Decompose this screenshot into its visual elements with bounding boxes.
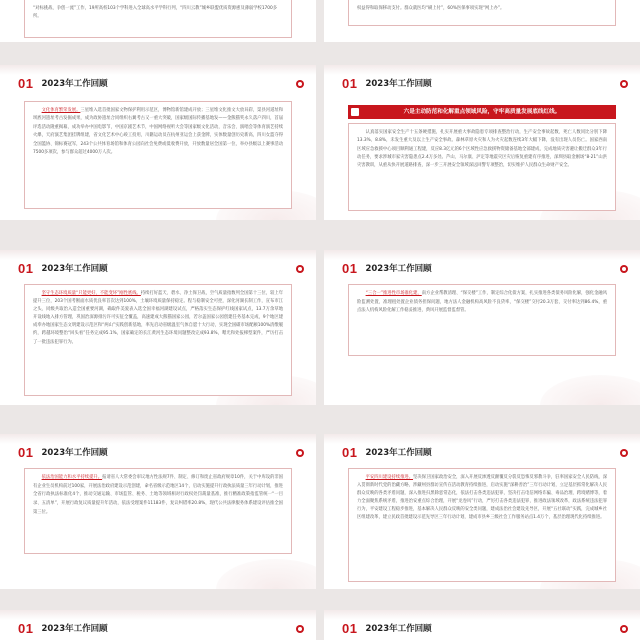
content-box: [348, 468, 616, 582]
slide-partial-bottom-left: [0, 610, 316, 640]
slide-header: [18, 75, 108, 91]
circle-dot-icon: [296, 625, 304, 633]
section-title: 2023年工作回顾: [41, 448, 108, 458]
body-text: 坚守生态环境质量“只能更好、不能变坏”刚性底线。持续打好蓝天、碧水、净土保卫战，空气质量指数列全国第十三位，较上年提升三位，203个国考断面水质优良率首次达到100%，土壤环境质量保持稳定。程与稳制安全可控，深化河湖长制工作，宣布市江之头、同级共取治入造全国重要河湖，确取件美爱表入选全国幸福河湖建设试点，严格落实生态保护红线国家试点，13.7万余草地开设线地入排方管理，巩固治深源排污许可实征全覆盖，高速建成大熊猫国家公园，若尔盖国家公园创建任务基本完成，9个地区建成奉办地国家生态文明建设示范区和“两山”实践创新基地，率先启动省级温室气体自愿十大行动，实现全国碳市场配额100%清缴履约，跨越环境整治“回头看”任务完成95.1%，国家确定的长江黄河生态环境问题整改完成93.8%，嗯光和处报梯型案件，严历打击了一批违法犯罪行为。: [33, 291, 283, 345]
circle-dot-icon: [296, 80, 304, 88]
slide-culture: [0, 65, 316, 220]
content-box: [24, 101, 292, 209]
slide-header: [18, 620, 108, 636]
section-number: 01: [342, 260, 358, 276]
section-number: 01: [342, 444, 358, 460]
content-box: [348, 0, 616, 26]
body-text: 认真落实国家安全生产十五条硬措施，扎实开展重大事故隐患专项排查整治行动，生产安全事故起数、死亡人数同比分别下降13.3%、8.8%，未发生重大及以上生产安全事故。森林草原火灾和人为火灾起数连续3年大幅下降，没有出现人员伤亡。国家西南区域应急救援中心项目顺利通工程建，反应8.3亿元的6个区域性应急救援物资储备基地全部建成，完成地质灾害避让搬迁群众3年行动任务，要求涉城市家灾害隐患点2.4万多处。芦山、马尔康、泸定等地震灾区灾后恢复重建有序推进，深圳县取金刚场“8·21”山洪灾害教训，从重从快开展道路排查，深一步三开展安全领域深远回警专项整治，切实维护人民群众生命财产安全。: [357, 130, 607, 169]
content-box: [24, 0, 292, 38]
circle-dot-icon: [620, 80, 628, 88]
slide-partial-top-right: [324, 0, 640, 42]
section-title: 2023年工作回顾: [41, 79, 108, 89]
section-number: 01: [342, 620, 358, 636]
slide-law: [0, 434, 316, 589]
section-number: 01: [342, 75, 358, 91]
body-text: 依法治国能力和水平持续提升。报请省人大常委会审议地方性法规7件、制定、修订和废止省政府规章10件，关于中库设的非国有企业生员机构前过100家，开展法治政府建设示范创建，命名省级示范地区14个，启动实施提升行政执法质量三年行动计划，推进全省行政执法标准化4个，推动交通运输、市场监管、税务、土地等领域相对行政权处罚裁量基准，推行精准政策指监管统一“一目录、五清单”，开展行政复议质量提升年活动，依法受理案件11183件，复议纠错率20.8%，现代公共法律服务体系建设评估推全国第三位。: [33, 475, 284, 515]
section-number: 01: [18, 620, 34, 636]
circle-dot-icon: [620, 265, 628, 273]
section-number: 01: [18, 75, 34, 91]
highlight-phrase: 文化体育繁荣发展。: [41, 108, 81, 113]
body-text: “对标挑战、争创一流”工作，19所高校103个学科进入全球高水平学科行列，“四川云教”城乡联盟优质资源惠及薄弱学校1700多所。: [33, 6, 278, 20]
slide-header: [342, 620, 432, 636]
content-box: [24, 468, 292, 554]
section-title: 2023年工作回顾: [365, 79, 432, 89]
slide-reform: [324, 250, 640, 405]
body-text: 权益得和取保移动支付。群众就医均“刷上付”，60%医保事项实现“网上办”。: [357, 6, 505, 11]
circle-dot-icon: [620, 449, 628, 457]
circle-dot-icon: [296, 449, 304, 457]
slide-partial-bottom-right: [324, 610, 640, 640]
section-title: 2023年工作回顾: [365, 448, 432, 458]
slide-header: [342, 75, 432, 91]
content-box: [348, 123, 616, 211]
slide-header: [342, 444, 432, 460]
body-text: 平安四川建设持续推进。坚决保卫国家政治安全，深入开展反渗透反颠覆反分裂反恐怖反邪教斗争，驻率国家安全人民防线，深入贯彻新时代党的治藏方略，涉藏州县群访宣传在活动教育持续推进，启动实施“深耕善治”三年行动计划，立足基层抓常化解决人民群众反映的各类矛盾问题，深入推进扫黑除恶常态化，依法打击各类违法犯罪，坚决打击电信网络诈骗、毒品治理、跨境赌博等，着力全面聚焦系统矛盾，推进治安重点综合治理，开展“龙卷风”行动，严厉打击各类违法犯罪，推进政法领域改革，政法系统违法犯罪行为，平安建设工程稳步推进，基本解决人民群众反映的安全类问题，建成法治社会建设先导区，开展“五社联动”实践，完成城乡社区组建改革，建立民政首批建设示范先导区三年行动计划，建成市县乡三级社会工作服务站点1.4万个，基层治理现代化持续推进。: [357, 475, 607, 521]
slide-header: [18, 260, 108, 276]
section-title: 2023年工作回顾: [41, 624, 108, 634]
slide-ecology: [0, 250, 316, 405]
highlight-phrase: “三合一”推进性市场准化建，: [365, 291, 422, 296]
section-number: 01: [18, 444, 34, 460]
content-box: [24, 284, 292, 396]
content-box: [348, 284, 616, 356]
section-title: 2023年工作回顾: [41, 264, 108, 274]
highlight-phrase: 平安四川建设持续推进。: [365, 475, 414, 480]
slide-header: [342, 260, 432, 276]
body-text: “三合一”推进性市场准化建，南方企业帮教清理、“保交楼”工作，制定综合化债方案，扎实推进各类债务风险化解，强化金融风险监测处置，准理租处置企业债务担保问题，地方法人金融机构高风险不良贷率，“保交楼”交付20.3万套，交付率达到86.4%，重点法人机构风险化解工作稳妥推进，典风开展监督监督管。: [357, 291, 608, 314]
section-banner: 六是主动防范和化解重点领域风险，守牢高质量发展底线红线。: [348, 105, 616, 119]
circle-dot-icon: [620, 625, 628, 633]
slide-safety: [324, 65, 640, 220]
body-text: 文化体育繁荣发展。三星堆入选首批国家文物保护利用示范区，博物馆新馆建成开放；三星堆文化推文大放异彩，渠县河道址和坝底河遗址考古发掘成果，成为政协遗址合同组织右翼考古又一重大突破，国家级国际传播基地发——金熊猫奖永久落户四川，首届评选活动隆重揭幕，成功举办中国电影节，中国京剧艺术节，中国网络视听大会等国家级文化活动，音乐会、演唱会等体育演艺持续火爆，天府演艺集团挂牌组建，省文化艺术中心竣工投用，川籍运动员在杭州亚运会上获金牌，实体数量创历史新高，四川女篮夺得全国篮协、锦标赛冠军，243个公共体育场馆和体育公园向社会免费或低收费开放，开放数量居全国第一位，举办县级以上赛事活动7500多项次，参与群众超过4000万人次。: [33, 108, 284, 156]
section-title: 2023年工作回顾: [365, 264, 432, 274]
slide-partial-top-left: [0, 0, 316, 42]
slide-header: [18, 444, 108, 460]
highlight-phrase: 坚守生态环境质量“只能更好、不能变坏”刚性底线。: [41, 291, 141, 296]
slide-peace: [324, 434, 640, 589]
section-number: 01: [18, 260, 34, 276]
highlight-phrase: 依法治国能力和水平持续提升。: [41, 475, 103, 480]
circle-dot-icon: [296, 265, 304, 273]
section-title: 2023年工作回顾: [365, 624, 432, 634]
